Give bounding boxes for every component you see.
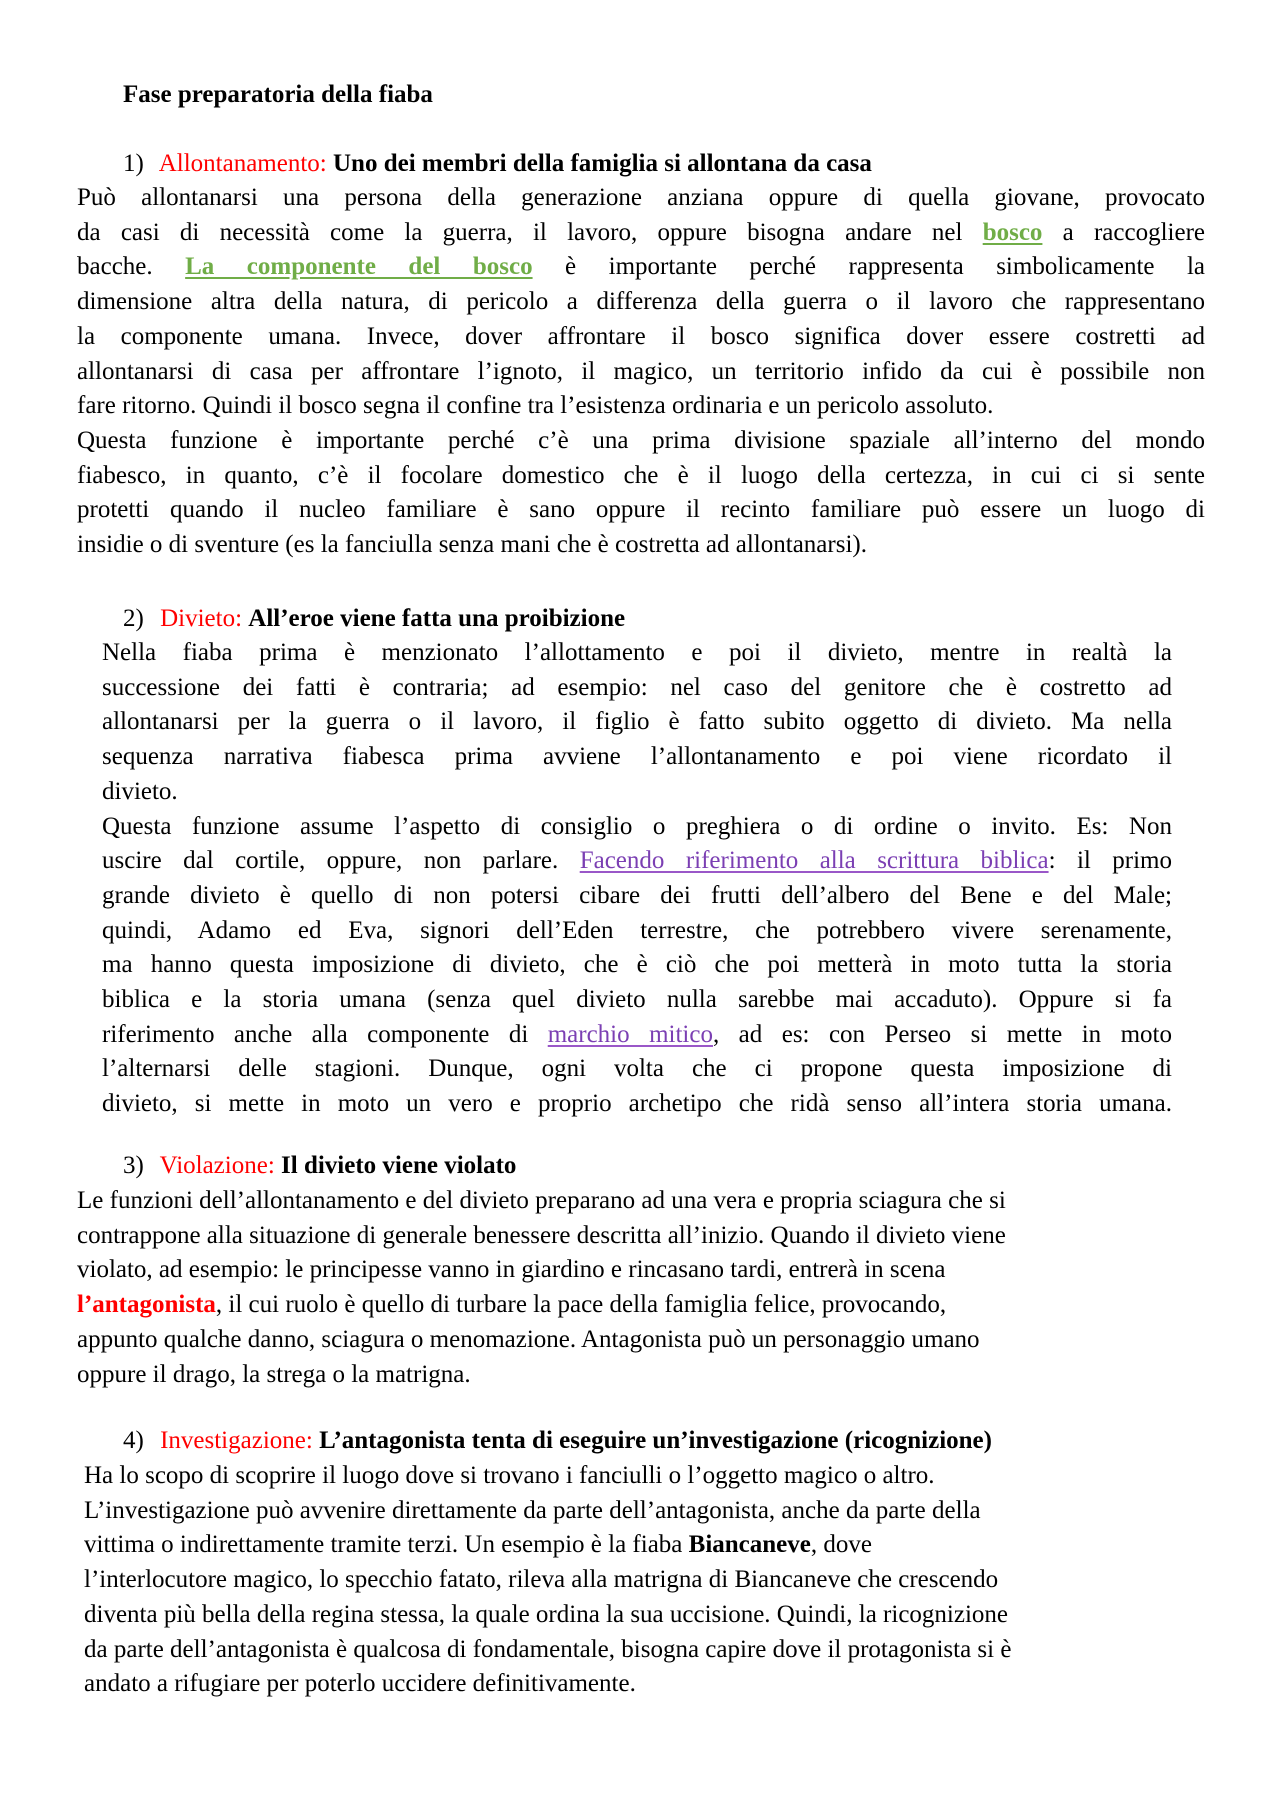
section-description: Il divieto viene violato	[281, 1152, 517, 1179]
text-line: divieto, si mette in moto un vero e proprio archetipo che ridà senso all’intera storia umana.	[102, 1090, 1172, 1118]
text-line: da casi di necessità come la guerra, il lavoro, oppure bisogna andare nel bosco a raccogliere	[77, 218, 1205, 246]
antagonista-emphasis: l’antagonista	[77, 1291, 216, 1319]
text-line: Questa funzione è importante perché c’è una prima divisione spaziale all’interno del mondo	[77, 426, 1205, 454]
text-line: contrappone alla situazione di generale benessere descritta all’inizio. Quando il divieto viene	[77, 1221, 1006, 1249]
section-term: Violazione:	[159, 1152, 275, 1179]
text-line: l’antagonista, il cui ruolo è quello di turbare la pace della famiglia felice, provocando,	[77, 1291, 947, 1319]
text-line: L’investigazione può avvenire direttamente da parte dell’antagonista, anche da parte della	[84, 1496, 981, 1524]
text-line: protetti quando il nucleo familiare è sano oppure il recinto familiare può essere un luogo di	[77, 496, 1205, 524]
link-componente-del-bosco[interactable]: La componente del bosco	[185, 253, 533, 281]
section-description: Uno dei membri della famiglia si allontana da casa	[332, 150, 872, 177]
text-line: fiabesco, in quanto, c’è il focolare domestico che è il luogo della certezza, in cui ci si sente	[77, 461, 1205, 489]
section-number: 1)	[123, 150, 144, 177]
section-term: Divieto:	[160, 605, 243, 632]
text-line: divieto.	[102, 777, 178, 805]
section-body-investigazione	[84, 1459, 1204, 1702]
text-line: uscire dal cortile, oppure, non parlare. Facendo riferimento alla scrittura biblica: il primo	[102, 847, 1172, 875]
section-description: L’antagonista tenta di eseguire un’investigazione (ricognizione)	[319, 1427, 992, 1454]
text-line: dimensione altra della natura, di pericolo a differenza della guerra o il lavoro che rappresentano	[77, 288, 1205, 316]
link-bosco[interactable]: bosco	[982, 218, 1043, 246]
section-term: Allontanamento:	[158, 150, 327, 177]
text-line: grande divieto è quello di non potersi cibare dei frutti dell’albero del Bene e del Male;	[102, 881, 1172, 909]
text-line: oppure il drago, la strega o la matrigna.	[77, 1360, 471, 1388]
text-line: successione dei fatti è contraria; ad esempio: nel caso del genitore che è costretto ad	[102, 673, 1172, 701]
section-heading-divieto	[123, 603, 625, 635]
section-body-violazione	[77, 1184, 1205, 1392]
text-line: l’interlocutore magico, lo specchio fatato, rileva alla matrigna di Biancaneve che crescendo	[84, 1566, 999, 1594]
section-description: All’eroe viene fatta una proibizione	[248, 605, 626, 632]
link-marchio-mitico[interactable]: marchio mitico	[547, 1020, 713, 1048]
text-line: appunto qualche danno, sciagura o menomazione. Antagonista può un personaggio umano	[77, 1325, 980, 1353]
section-term: Investigazione:	[160, 1427, 313, 1454]
section-number: 4)	[123, 1427, 144, 1454]
text-line: Questa funzione assume l’aspetto di consiglio o preghiera o di ordine o invito. Es: Non	[102, 812, 1172, 840]
text-line: allontanarsi di casa per affrontare l’ignoto, il magico, un territorio infido da cui è possibile non	[77, 357, 1205, 385]
section-number: 2)	[123, 605, 144, 632]
biancaneve-emphasis: Biancaneve	[688, 1531, 811, 1559]
text-line: la componente umana. Invece, dover affrontare il bosco significa dover essere costretti ad	[77, 322, 1205, 350]
page-title: Fase preparatoria della fiaba	[123, 81, 433, 108]
text-line: Ha lo scopo di scoprire il luogo dove si trovano i fanciulli o l’oggetto magico o altro.	[84, 1462, 935, 1489]
text-line: fare ritorno. Quindi il bosco segna il confine tra l’esistenza ordinaria e un pericolo assoluto.	[77, 392, 994, 420]
section-heading-investigazione	[123, 1425, 992, 1457]
text-line: Nella fiaba prima è menzionato l’allottamento e poi il divieto, mentre in realtà la	[102, 639, 1172, 666]
section-heading-allontanamento	[123, 148, 872, 180]
text-line: andato a rifugiare per poterlo uccidere definitivamente.	[84, 1670, 636, 1698]
section-number: 3)	[123, 1152, 144, 1179]
text-line: allontanarsi per la guerra o il lavoro, il figlio è fatto subito oggetto di divieto. Ma nella	[102, 708, 1172, 736]
text-line: Le funzioni dell’allontanamento e del divieto preparano ad una vera e propria sciagura che si	[77, 1187, 1006, 1214]
text-line: quindi, Adamo ed Eva, signori dell’Eden terrestre, che potrebbero vivere serenamente,	[102, 916, 1172, 944]
text-line: l’alternarsi delle stagioni. Dunque, ogni volta che ci propone questa imposizione di	[102, 1055, 1172, 1083]
text-line: biblica e la storia umana (senza quel divieto nulla sarebbe mai accaduto). Oppure si fa	[102, 986, 1172, 1014]
link-scrittura-biblica[interactable]: Facendo riferimento alla scrittura biblica	[579, 847, 1049, 875]
section-body-divieto	[102, 636, 1172, 1122]
text-line: da parte dell’antagonista è qualcosa di fondamentale, bisogna capire dove il protagonista si è	[84, 1635, 1012, 1663]
text-line: violato, ad esempio: le principesse vanno in giardino e rincasano tardi, entrerà in scena	[77, 1256, 946, 1284]
text-line: Può allontanarsi una persona della generazione anziana oppure di quella giovane, provocato	[77, 184, 1205, 211]
text-line: vittima o indirettamente tramite terzi. Un esempio è la fiaba Biancaneve, dove	[84, 1531, 872, 1559]
text-line: sequenza narrativa fiabesca prima avviene l’allontanamento e poi viene ricordato il	[102, 743, 1172, 771]
text-line: ma hanno questa imposizione di divieto, che è ciò che poi metterà in moto tutta la storia	[102, 951, 1172, 979]
text-line: riferimento anche alla componente di marchio mitico, ad es: con Perseo si mette in moto	[102, 1020, 1172, 1048]
text-line: bacche. La componente del bosco è importante perché rappresenta simbolicamente la	[77, 253, 1206, 281]
text-line: insidie o di sventure (es la fanciulla senza mani che è costretta ad allontanarsi).	[77, 531, 867, 559]
section-body-allontanamento	[77, 181, 1205, 563]
section-heading-violazione	[123, 1150, 516, 1182]
text-line: diventa più bella della regina stessa, la quale ordina la sua uccisione. Quindi, la ricognizione	[84, 1600, 1008, 1628]
